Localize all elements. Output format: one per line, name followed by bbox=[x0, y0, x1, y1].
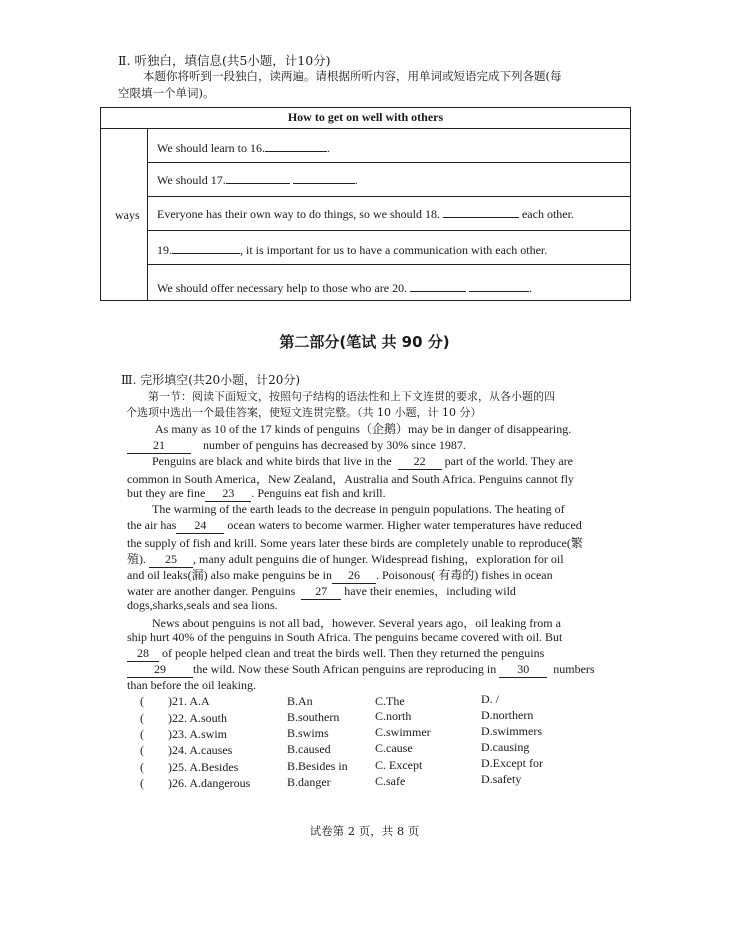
passage-text: of people helped clean and treat the birds well. Then they returned the penguins bbox=[162, 646, 545, 660]
passage-text: ocean waters to become warmer. Higher water temperatures have reduced bbox=[227, 518, 582, 532]
option-d: D.swimmers bbox=[481, 724, 542, 738]
option-c: C.cause bbox=[375, 741, 413, 755]
option-row-25 bbox=[140, 760, 238, 775]
passage-line bbox=[127, 486, 386, 502]
option-d: D.safety bbox=[481, 772, 522, 786]
passage-text: , many adult penguins die of hunger. Widespread fishing，exploration for oil bbox=[193, 552, 564, 566]
answer-blank-16[interactable] bbox=[265, 140, 327, 152]
answer-blank-17a[interactable] bbox=[226, 172, 290, 184]
option-b: B.southern bbox=[287, 710, 340, 724]
option-a: )22. A.south bbox=[168, 711, 228, 725]
option-c: C.north bbox=[375, 709, 412, 723]
option-b: B.caused bbox=[287, 742, 331, 756]
blank-21[interactable]: 21 bbox=[127, 438, 191, 454]
section-2-intro-line2: 空限填一个单词)。 bbox=[118, 86, 215, 100]
passage-line bbox=[127, 646, 544, 662]
passage-line bbox=[152, 454, 573, 470]
table-title: How to get on well with others bbox=[101, 108, 630, 129]
table-row-header: ways bbox=[115, 208, 140, 222]
answer-blank-17b[interactable] bbox=[293, 172, 355, 184]
option-d: D.causing bbox=[481, 740, 530, 754]
table-divider bbox=[147, 128, 148, 300]
section-2-heading: Ⅱ. 听独白，填信息(共5小题，计10分) bbox=[118, 53, 331, 68]
passage-text: . Poisonous( 有毒的) fishes in ocean bbox=[375, 568, 553, 582]
blank-25[interactable]: 25 bbox=[149, 552, 193, 568]
option-b: B.swims bbox=[287, 726, 329, 740]
blank-29[interactable]: 29 bbox=[127, 662, 193, 678]
table-row-20 bbox=[157, 280, 532, 296]
row-text: . bbox=[327, 141, 331, 155]
table-rule bbox=[147, 196, 630, 197]
page-footer: 试卷第 2 页，共 8 页 bbox=[309, 824, 420, 838]
passage-text: numbers bbox=[553, 662, 595, 676]
passage-line: News about penguins is not all bad，however. Several years ago，oil leaking from a bbox=[152, 616, 561, 630]
option-a: )23. A.swim bbox=[168, 727, 228, 741]
answer-paren[interactable]: ( bbox=[140, 776, 144, 790]
option-c: C. Except bbox=[375, 758, 423, 772]
option-row-26 bbox=[140, 776, 250, 791]
row-text: . bbox=[529, 281, 533, 295]
passage-text: part of the world. They are bbox=[444, 454, 574, 468]
option-row-21 bbox=[140, 694, 210, 709]
section-3-instr-line1: 第一节：阅读下面短文，按照句子结构的语法性和上下文连贯的要求，从各小题的四 bbox=[148, 390, 555, 403]
option-c: C.swimmer bbox=[375, 725, 431, 739]
passage-line: The warming of the earth leads to the decrease in penguin populations. The heating of bbox=[152, 502, 565, 516]
passage-line bbox=[127, 438, 466, 454]
answer-blank-20a[interactable] bbox=[410, 280, 466, 292]
option-row-23 bbox=[140, 727, 227, 742]
option-c: C.safe bbox=[375, 774, 406, 788]
blank-27[interactable]: 27 bbox=[301, 584, 341, 600]
answer-paren[interactable]: ( bbox=[140, 743, 144, 757]
passage-line: than before the oil leaking. bbox=[127, 678, 256, 692]
answer-paren[interactable]: ( bbox=[140, 694, 144, 708]
option-b: B.danger bbox=[287, 775, 331, 789]
passage-text: water are another danger. Penguins bbox=[127, 584, 296, 598]
option-row-24 bbox=[140, 743, 232, 758]
option-c: C.The bbox=[375, 694, 405, 708]
option-d: D.Except for bbox=[481, 756, 543, 770]
blank-26[interactable]: 26 bbox=[332, 568, 376, 584]
passage-text: . Penguins eat fish and krill. bbox=[251, 486, 386, 500]
table-rule bbox=[147, 230, 630, 231]
blank-23[interactable]: 23 bbox=[205, 486, 251, 502]
passage-text: number of penguins has decreased by 30% since 1987. bbox=[203, 438, 466, 452]
passage-line bbox=[127, 518, 582, 534]
passage-text: but they are fine bbox=[127, 486, 206, 500]
passage-text: the wild. Now these South African penguins are reproducing in bbox=[193, 662, 497, 676]
option-a: )25. A.Besides bbox=[168, 760, 239, 774]
answer-paren[interactable]: ( bbox=[140, 727, 144, 741]
table-row-17 bbox=[157, 172, 358, 188]
section-3-heading: Ⅲ. 完形填空(共20小题，计20分) bbox=[121, 373, 301, 387]
section-2-intro-line1: 本题你将听到一段独白，读两遍。请根据所听内容，用单词或短语完成下列各题(每 bbox=[143, 69, 562, 83]
passage-line: ship hurt 40% of the penguins in South Africa. The penguins became covered with oil. But bbox=[127, 630, 563, 644]
table-row-16 bbox=[157, 140, 330, 156]
passage-line: common in South America，New Zealand，Australia and South Africa. Penguins cannot fly bbox=[127, 472, 574, 486]
blank-24[interactable]: 24 bbox=[176, 518, 224, 534]
passage-text: 殖). bbox=[127, 552, 146, 566]
answer-paren[interactable]: ( bbox=[140, 760, 144, 774]
row-text: 19. bbox=[157, 243, 172, 257]
passage-text: the air has bbox=[127, 518, 177, 532]
blank-22[interactable]: 22 bbox=[398, 454, 442, 470]
listening-table bbox=[100, 107, 631, 301]
row-text: We should learn to 16. bbox=[157, 141, 266, 155]
option-row-22 bbox=[140, 711, 227, 726]
part-2-title: 第二部分(笔试 共 90 分) bbox=[279, 333, 450, 351]
answer-paren[interactable]: ( bbox=[140, 711, 144, 725]
option-a: )26. A.dangerous bbox=[168, 776, 251, 790]
row-text: Everyone has their own way to do things, so we should 18. bbox=[157, 207, 440, 221]
table-row-18 bbox=[157, 206, 574, 222]
table-rule bbox=[147, 162, 630, 163]
passage-text: have their enemies，including wild bbox=[344, 584, 516, 598]
passage-line: As many as 10 of the 17 kinds of penguins（企鹅）may be in danger of disappearing. bbox=[155, 422, 572, 436]
passage-line: the supply of fish and krill. Some years later these birds are completely unable to reproduce(繁 bbox=[127, 536, 583, 550]
blank-28[interactable]: 28 bbox=[127, 646, 159, 662]
answer-blank-20b[interactable] bbox=[469, 280, 529, 292]
passage-line: dogs,sharks,seals and sea lions. bbox=[127, 598, 278, 612]
passage-text: Penguins are black and white birds that live in the bbox=[152, 454, 392, 468]
answer-blank-19[interactable] bbox=[172, 242, 240, 254]
row-text: We should 17. bbox=[157, 173, 226, 187]
row-text: each other. bbox=[521, 207, 574, 221]
answer-blank-18[interactable] bbox=[443, 206, 519, 218]
table-row-19 bbox=[157, 242, 547, 258]
passage-text: and oil leaks(漏) also make penguins be in bbox=[127, 568, 332, 582]
option-a: )24. A.causes bbox=[168, 743, 233, 757]
option-d: D.northern bbox=[481, 708, 534, 722]
row-text: We should offer necessary help to those who are 20. bbox=[157, 281, 408, 295]
passage-line bbox=[127, 662, 595, 678]
option-b: B.An bbox=[287, 694, 313, 708]
row-text: . bbox=[354, 173, 358, 187]
option-a: )21. A.A bbox=[168, 694, 210, 708]
table-rule bbox=[147, 264, 630, 265]
section-3-instr-line2: 个选项中选出一个最佳答案，使短文连贯完整。（共 10 小题，计 10 分） bbox=[126, 406, 482, 419]
row-text: , it is important for us to have a communication with each other. bbox=[240, 243, 548, 257]
option-d: D. / bbox=[481, 692, 499, 706]
option-b: B.Besides in bbox=[287, 759, 348, 773]
blank-30[interactable]: 30 bbox=[499, 662, 547, 678]
